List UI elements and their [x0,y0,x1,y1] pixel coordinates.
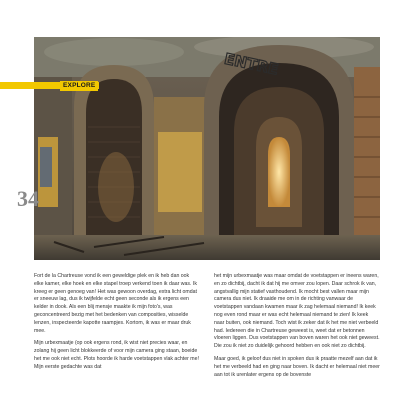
article-paragraph: Fort de la Chartreuse vond ik een geweldige plek en ik heb dan ook elke kamer, elke hoek en elke stapel troep verkend toen ik daar was. Ik kreeg er geen genoeg van! Het was gewoon overdag, extra licht omdat er sneeuw lag, dus ik twijfelde echt geen seconde als ik ergens een kelder in dook. Als een blij mensje maakte ik mijn foto's, was geconcentreerd bezig met het bedenken van composities, wisselde lenzen, inspecteerde kapotte raampjes. Kortom, ik was er maar druk mee. [34,273,197,334]
page-number: 34 [17,186,39,211]
article-paragraph: Maar goed, ik geloof dus niet in spoken dus ik praatte mezelf aan dat ik het me verbeeld had en ging naar boven. Ik dacht er helemaal niet meer aan tot ik urenlater ergens op de bovenste [214,355,380,378]
tunnel-photo [34,37,380,260]
article-paragraph: Mijn urbexmaatje (op ook ergens rond, ik wist niet precies waar, en zolang hij geen licht blokkeerde of voor mijn camera ging staan, boeide het me ook niet echt. Plots hoorde ik harde voetstappen vlak achter me! Mijn eerste gedachte was dat [34,340,199,370]
abandoned-tunnel-photo-icon [34,37,380,260]
article-paragraph: het mijn urbexmaatje was maar omdat de voetstappen er ineens waren, en zo dichtbij, dacht ik dat hij me omver zou lopen. Daar schrok ik van, angstvallig mijn statief vasthoudend. Ik mocht best vallen maar mijn camera dus niet. Ik draaide me om in de richting vanwaar de voetstappen vandaan kwamen maar ik zag helemaal niemand! Ik keek nog even rond maar er was echt helemaal niemand te zien! Ik keek naar buiten, ook niemand. Toch wist ik zeker dat ik het me niet verbeeld had. Iedereen die in Chartreuse geweest is, weet dat er betonnen vloeren liggen. Dus voetstappen van boven waren het ook niet geweest. Die zou ik niet zo duidelijk gehoord hebben en ook niet zo dichtbij. [214,273,380,350]
article-column-right [214,273,380,384]
article-column-left [34,273,200,377]
section-label: EXPLORE [60,81,98,91]
article-body [34,273,380,393]
graffiti-text: ENTRE [222,49,281,79]
